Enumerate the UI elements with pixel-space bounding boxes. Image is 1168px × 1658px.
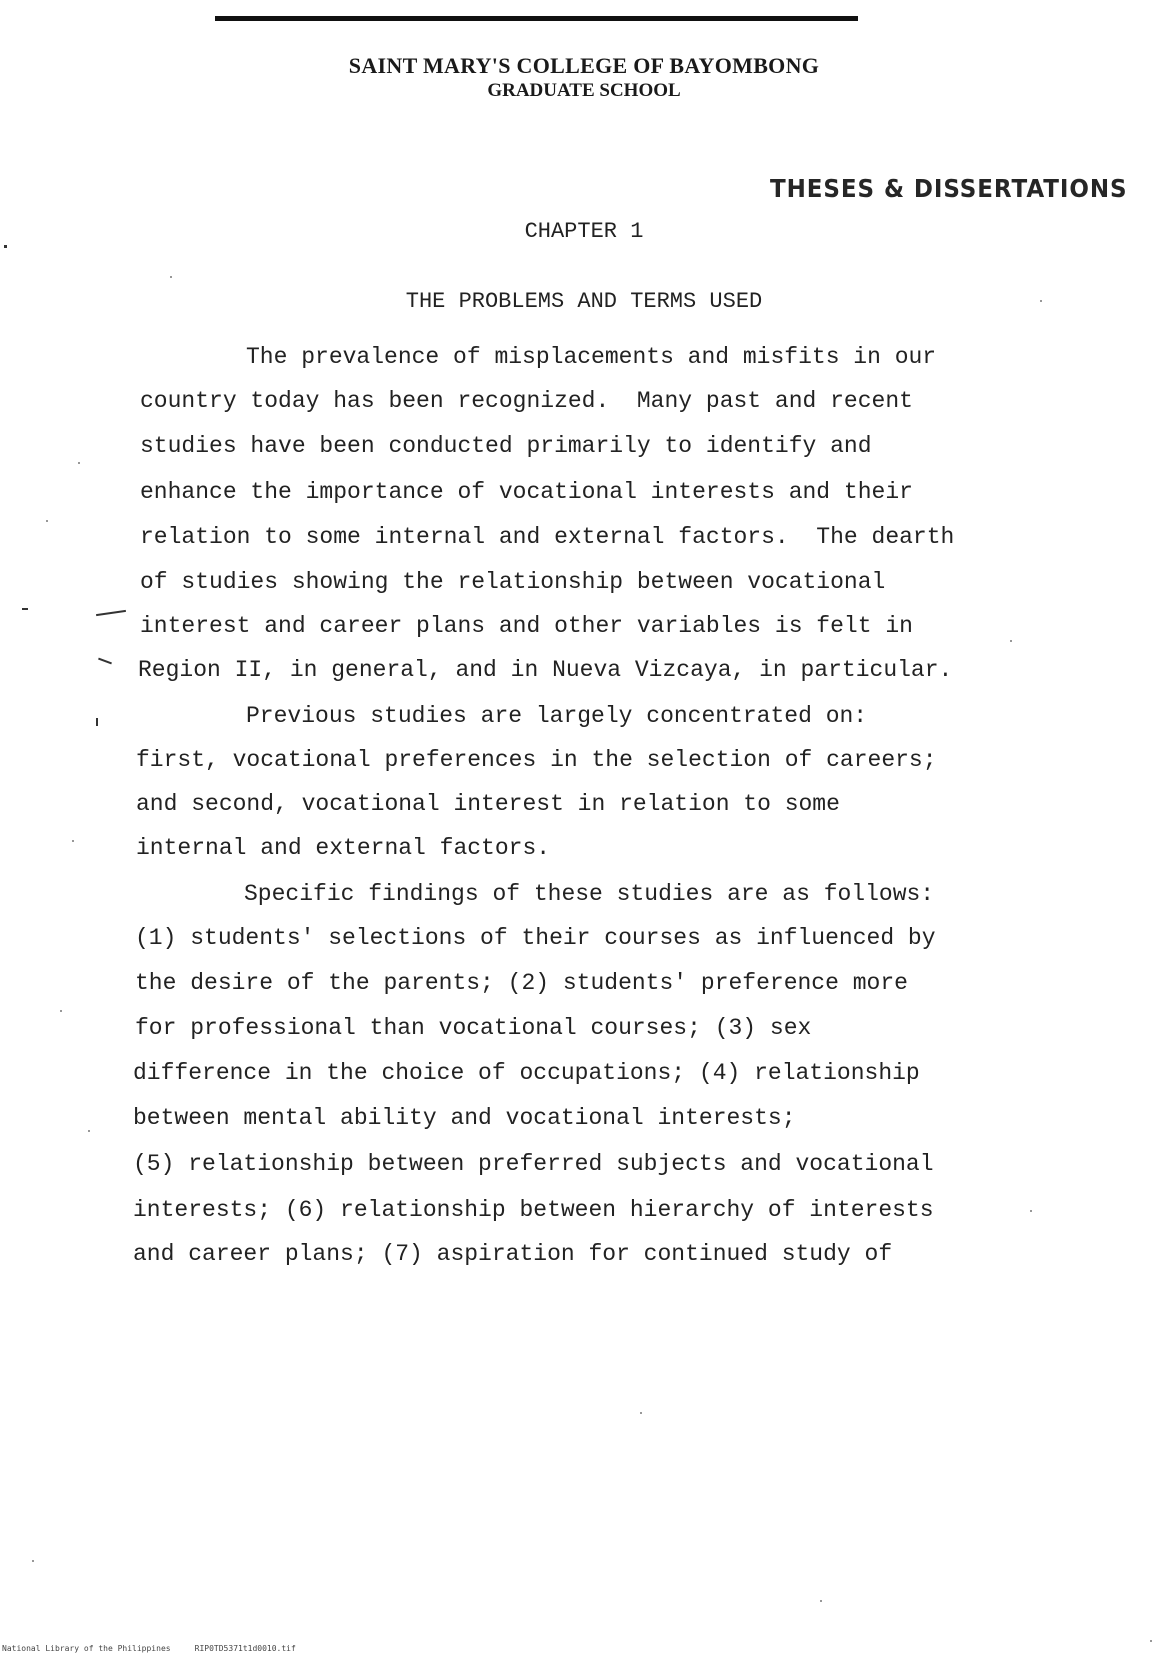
margin-mark [4,245,7,248]
scan-speck [72,840,74,842]
graduate-school-label: GRADUATE SCHOOL [487,80,681,101]
scan-speck [60,1010,62,1012]
body-line: (1) students' selections of their courses as influenced by [135,925,936,951]
body-line: (5) relationship between preferred subjects and vocational [133,1151,934,1177]
scan-speck [78,462,80,464]
body-line: internal and external factors. [136,835,551,861]
body-line: and career plans; (7) aspiration for continued study of [133,1241,893,1267]
body-line: the desire of the parents; (2) students' preference more [135,970,908,996]
scan-speck [1030,1210,1032,1212]
body-line: Region II, in general, and in Nueva Vizcaya, in particular. [138,657,953,683]
scan-speck [88,1130,90,1132]
scan-speck [1010,640,1012,642]
chapter-title: THE PROBLEMS AND TERMS USED [405,289,763,314]
margin-mark [96,610,126,616]
body-line: interests; (6) relationship between hierarchy of interests [133,1197,934,1223]
body-line: between mental ability and vocational interests; [133,1105,796,1131]
scan-speck [46,520,48,522]
scan-speck [820,1600,822,1602]
body-line: and second, vocational interest in relation to some [136,791,840,817]
institution-name: SAINT MARY'S COLLEGE OF BAYOMBONG [348,53,820,78]
body-line: first, vocational preferences in the selection of careers; [136,747,937,773]
body-line: Previous studies are largely concentrated on: [246,703,868,729]
scan-speck [640,1412,642,1414]
scan-speck [1040,300,1042,302]
chapter-heading: CHAPTER 1 [524,219,644,244]
scan-footer: National Library of the Philippines RIP0TD5371t1d0010.tif [2,1644,296,1653]
body-line: difference in the choice of occupations; (4) relationship [133,1060,920,1086]
body-line: country today has been recognized. Many past and recent [140,388,913,414]
scan-speck [32,1560,34,1562]
body-line: interest and career plans and other variables is felt in [140,613,913,639]
body-line: relation to some internal and external factors. The dearth [140,524,955,550]
scan-speck [170,276,172,278]
body-line: Specific findings of these studies are as follows: [244,881,935,907]
margin-mark [96,718,98,726]
body-line: of studies showing the relationship between vocational [140,569,886,595]
margin-mark [98,658,112,665]
top-rule [215,16,858,21]
scan-speck [1150,1640,1152,1642]
body-line: The prevalence of misplacements and misfits in our [246,344,937,370]
theses-dissertations-stamp: THESES & DISSERTATIONS [770,174,1128,203]
body-line: for professional than vocational courses; (3) sex [135,1015,812,1041]
body-line: enhance the importance of vocational interests and their [140,479,913,505]
body-line: studies have been conducted primarily to identify and [140,433,872,459]
margin-mark [22,608,28,610]
